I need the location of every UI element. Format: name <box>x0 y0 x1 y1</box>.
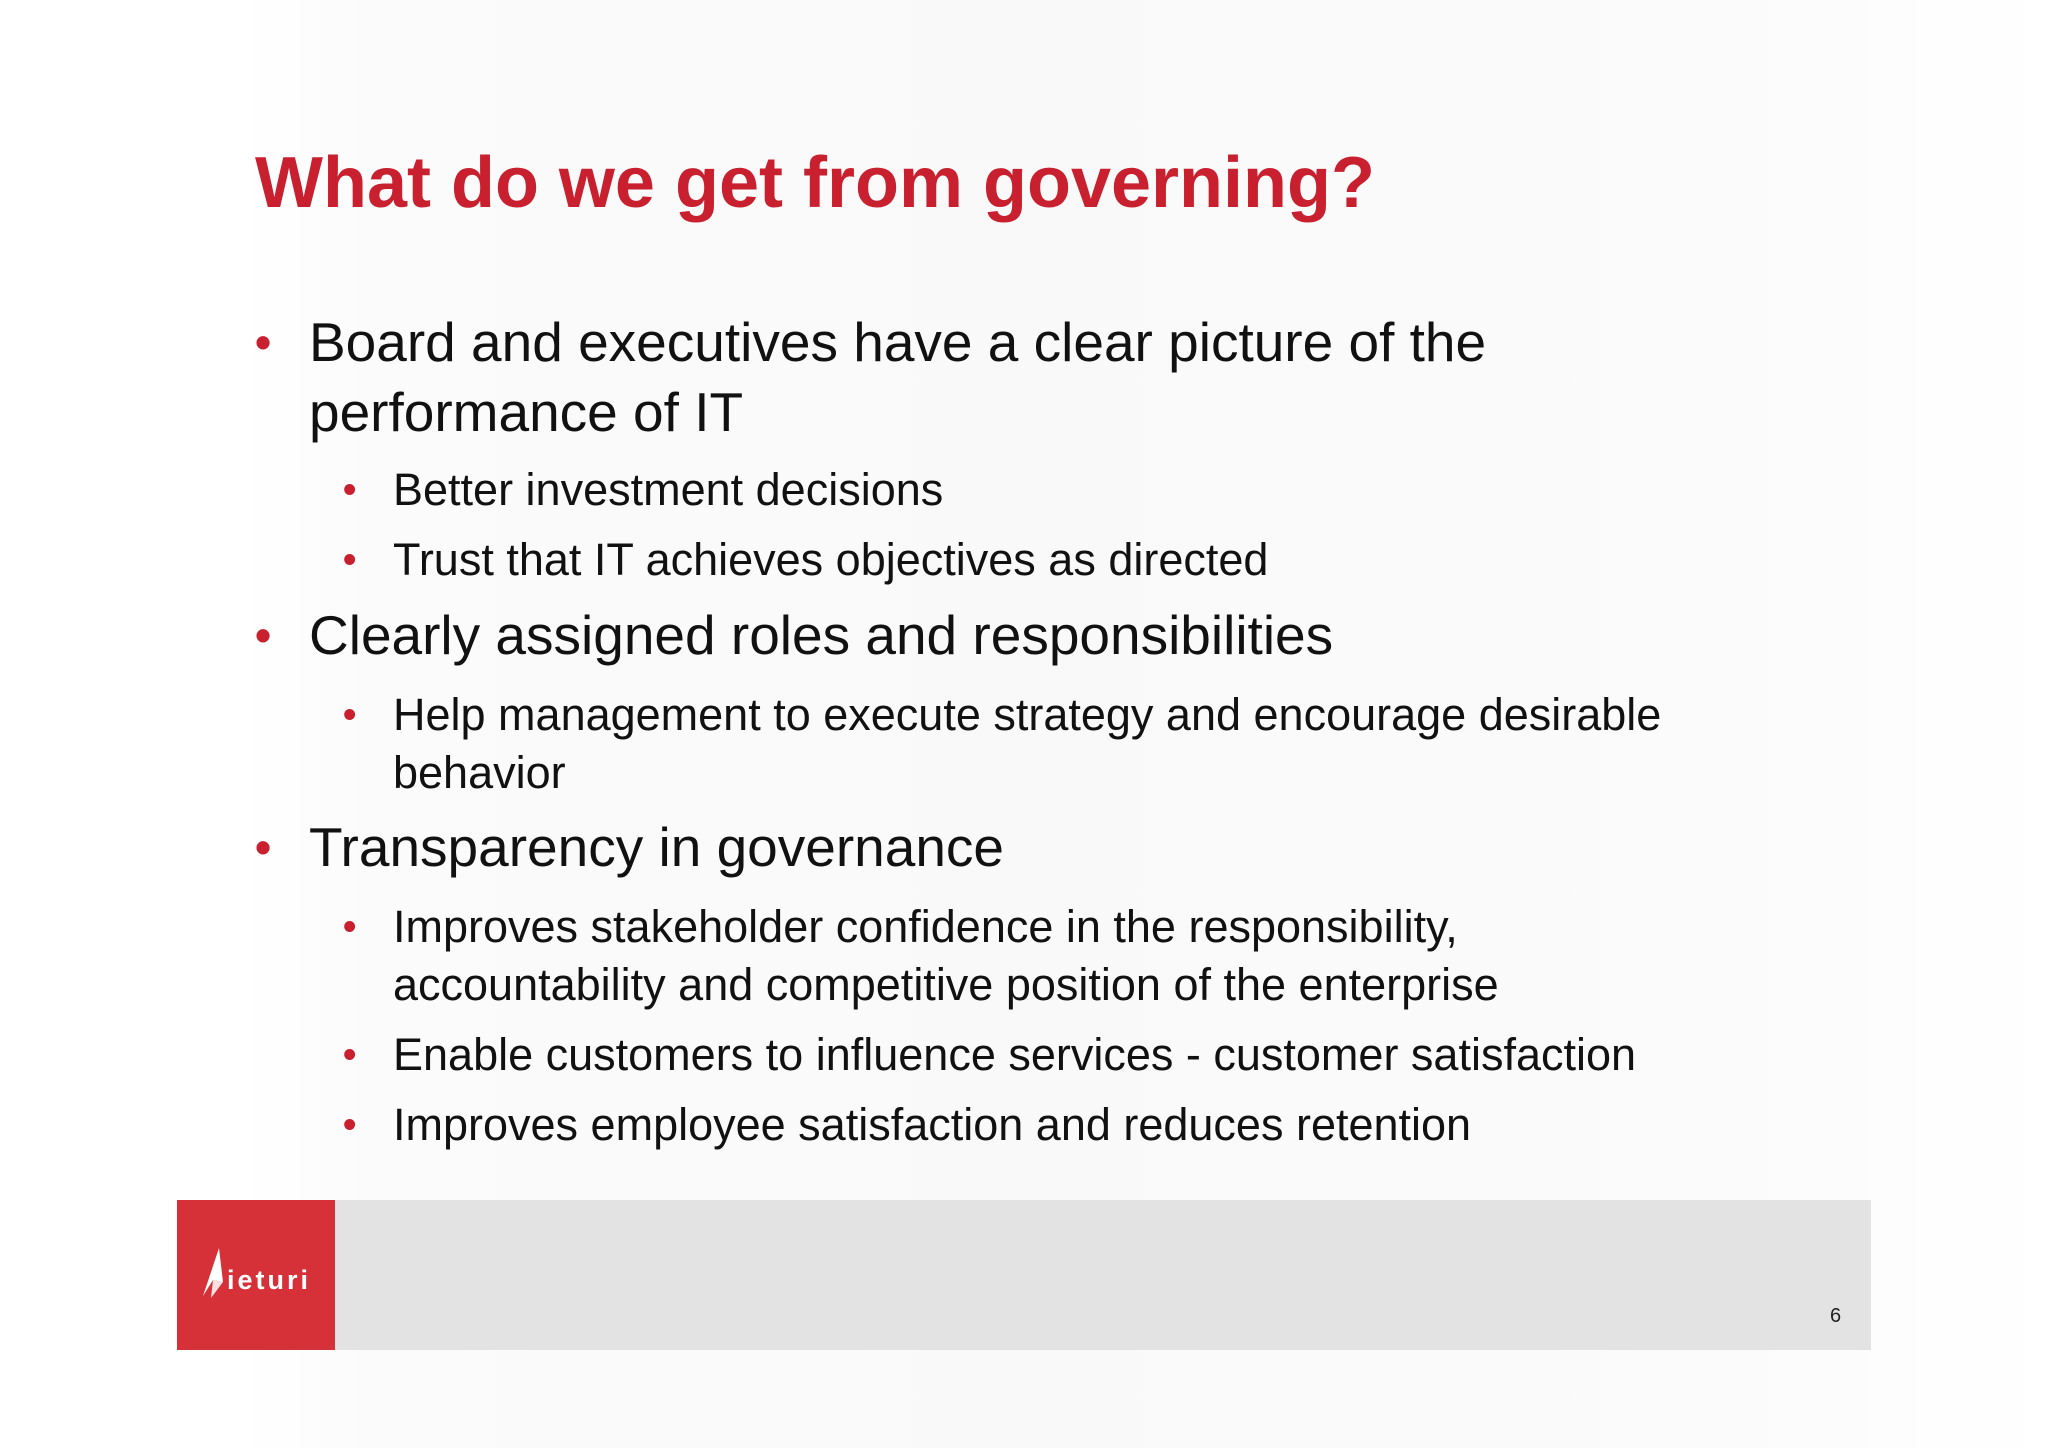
bullet-line: accountability and competitive position of the enterprise <box>393 959 1499 1010</box>
bullet-line: Clearly assigned roles and responsibilities <box>309 604 1334 666</box>
bullet-line: Enable customers to influence services - customer satisfaction <box>393 1029 1637 1080</box>
sub-bullet-item <box>343 898 1499 1014</box>
slide-title: What do we get from governing? <box>255 143 1375 223</box>
bullet-marker: • <box>255 609 272 661</box>
bullet-line: Better investment decisions <box>393 464 944 515</box>
sub-bullet-item <box>343 1026 1637 1084</box>
bullet-marker: • <box>343 1034 357 1076</box>
bullet-item <box>255 307 1487 447</box>
logo-text: ieturi <box>227 1265 312 1295</box>
sub-bullet-item <box>343 1096 1472 1154</box>
bullet-marker: • <box>343 906 357 948</box>
bullet-line: Improves employee satisfaction and reduces retention <box>393 1099 1472 1150</box>
bullet-marker: • <box>255 821 272 873</box>
bullet-line: performance of IT <box>309 381 744 443</box>
bullet-marker: • <box>343 469 357 511</box>
bullet-marker: • <box>343 539 357 581</box>
bullet-line: Board and executives have a clear picture of the <box>309 311 1487 373</box>
bullet-line: Transparency in governance <box>309 816 1005 878</box>
bullet-line: Improves stakeholder confidence in the responsibility, <box>393 901 1458 952</box>
bullet-line: Help management to execute strategy and encourage desirable <box>393 689 1662 740</box>
page-number: 6 <box>1830 1305 1842 1327</box>
logo <box>177 1200 335 1350</box>
bullet-line: behavior <box>393 747 566 798</box>
bullet-item <box>255 600 1334 670</box>
tieturi-logo-icon <box>197 1240 317 1310</box>
sub-bullet-item <box>343 531 1269 589</box>
sub-bullet-item <box>343 461 944 519</box>
bullet-marker: • <box>343 1104 357 1146</box>
bullet-line: Trust that IT achieves objectives as directed <box>393 534 1269 585</box>
sub-bullet-item <box>343 686 1662 802</box>
bullet-marker: • <box>343 694 357 736</box>
bullet-item <box>255 812 1005 882</box>
bullet-marker: • <box>255 316 272 368</box>
footer-bar <box>177 1200 1871 1350</box>
